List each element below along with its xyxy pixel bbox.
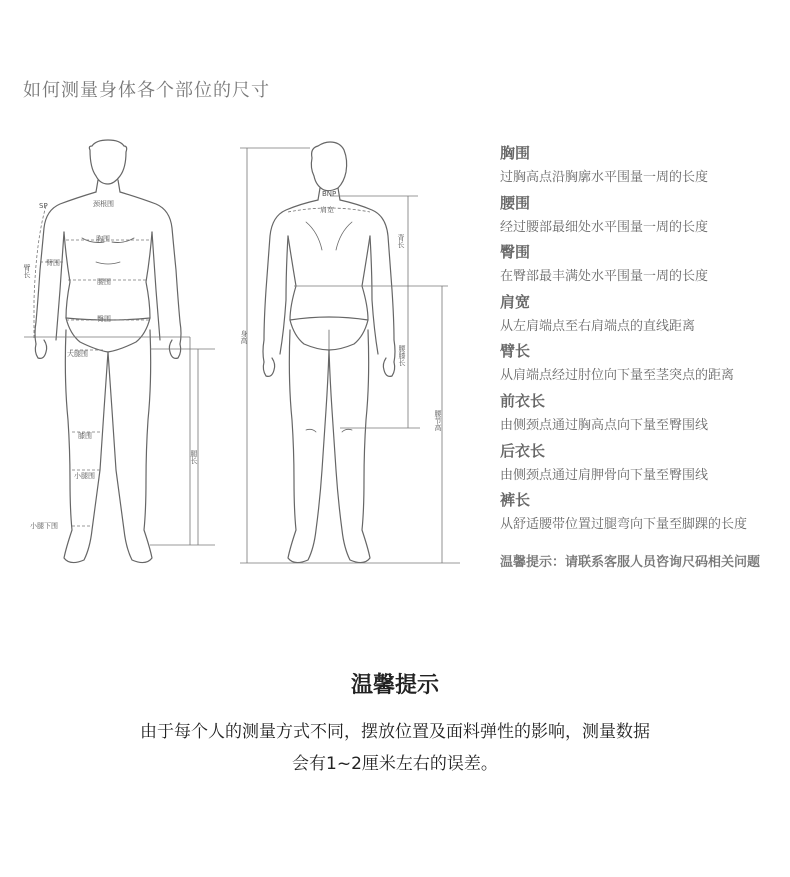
notice-body bbox=[95, 716, 695, 780]
label-shoulder: 肩宽 bbox=[320, 206, 334, 214]
measure-name: 胸围 bbox=[500, 144, 531, 162]
measure-desc: 从舒适腰带位置过腿弯向下量至脚踝的长度 bbox=[500, 517, 748, 532]
measure-name: 肩宽 bbox=[500, 293, 531, 311]
measure-item-hip bbox=[500, 242, 790, 286]
measure-desc: 由侧颈点通过胸高点向下量至臀围线 bbox=[500, 418, 709, 433]
label-waist-knee: 腰膝长 bbox=[398, 345, 406, 366]
label-height: 身高 bbox=[240, 330, 248, 344]
label-leg-len: 腿长 bbox=[190, 450, 198, 464]
measure-name: 后衣长 bbox=[500, 442, 546, 460]
measure-name: 前衣长 bbox=[500, 392, 546, 410]
label-waist: 腰围 bbox=[97, 278, 111, 286]
measure-item-front-length bbox=[500, 391, 790, 435]
label-calf: 小腿围 bbox=[74, 472, 95, 480]
measure-name: 腰围 bbox=[500, 194, 531, 212]
reminder-contact: 温馨提示：请联系客服人员咨询尺码相关问题 bbox=[500, 555, 761, 570]
measure-desc: 从肩端点经过肘位向下量至茎突点的距离 bbox=[500, 368, 735, 383]
measure-item-arm-length bbox=[500, 341, 790, 385]
front-measure-solid bbox=[24, 337, 215, 545]
notice-line: 会有1~2厘米左右的误差。 bbox=[292, 754, 498, 774]
label-knee: 膝围 bbox=[78, 432, 92, 440]
label-back-len: 背长 bbox=[397, 234, 405, 248]
measure-item-pant-length bbox=[500, 490, 790, 534]
label-neck: 颈根围 bbox=[93, 200, 114, 208]
measure-item-chest bbox=[500, 143, 790, 187]
label-arm: 臂围 bbox=[46, 259, 60, 267]
measure-name: 臂长 bbox=[500, 342, 531, 360]
label-waist-foot: 腰节高 bbox=[434, 410, 442, 431]
measure-name: 臀围 bbox=[500, 243, 531, 261]
measure-desc: 由侧颈点通过肩胛骨向下量至臀围线 bbox=[500, 468, 709, 483]
measure-item-shoulder bbox=[500, 292, 790, 336]
label-sp: SP bbox=[39, 202, 48, 210]
measure-desc: 过胸高点沿胸廓水平围量一周的长度 bbox=[500, 170, 709, 185]
measure-desc: 经过腰部最细处水平围量一周的长度 bbox=[500, 220, 709, 235]
front-labels bbox=[23, 199, 198, 530]
page-title: 如何测量身体各个部位的尺寸 bbox=[23, 80, 270, 101]
label-thigh: 大腿围 bbox=[67, 350, 88, 358]
notice-line: 由于每个人的测量方式不同，摆放位置及面料弹性的影响，测量数据 bbox=[140, 722, 650, 742]
back-labels bbox=[240, 190, 442, 432]
label-bnp: BNP bbox=[322, 190, 337, 198]
measure-item-back-length bbox=[500, 441, 790, 485]
measure-name: 裤长 bbox=[500, 491, 531, 509]
label-ankle: 小腿下围 bbox=[30, 522, 58, 530]
label-arm-len: 臂长 bbox=[23, 264, 31, 278]
label-chest: 胸围 bbox=[96, 235, 110, 243]
measure-item-waist bbox=[500, 193, 790, 237]
notice-title: 温馨提示 bbox=[350, 673, 439, 698]
label-hip: 臀围 bbox=[97, 315, 111, 323]
measure-desc: 在臀部最丰满处水平围量一周的长度 bbox=[500, 269, 709, 284]
measure-desc: 从左肩端点至右肩端点的直线距离 bbox=[500, 319, 696, 334]
back-measure-lines bbox=[240, 148, 460, 563]
